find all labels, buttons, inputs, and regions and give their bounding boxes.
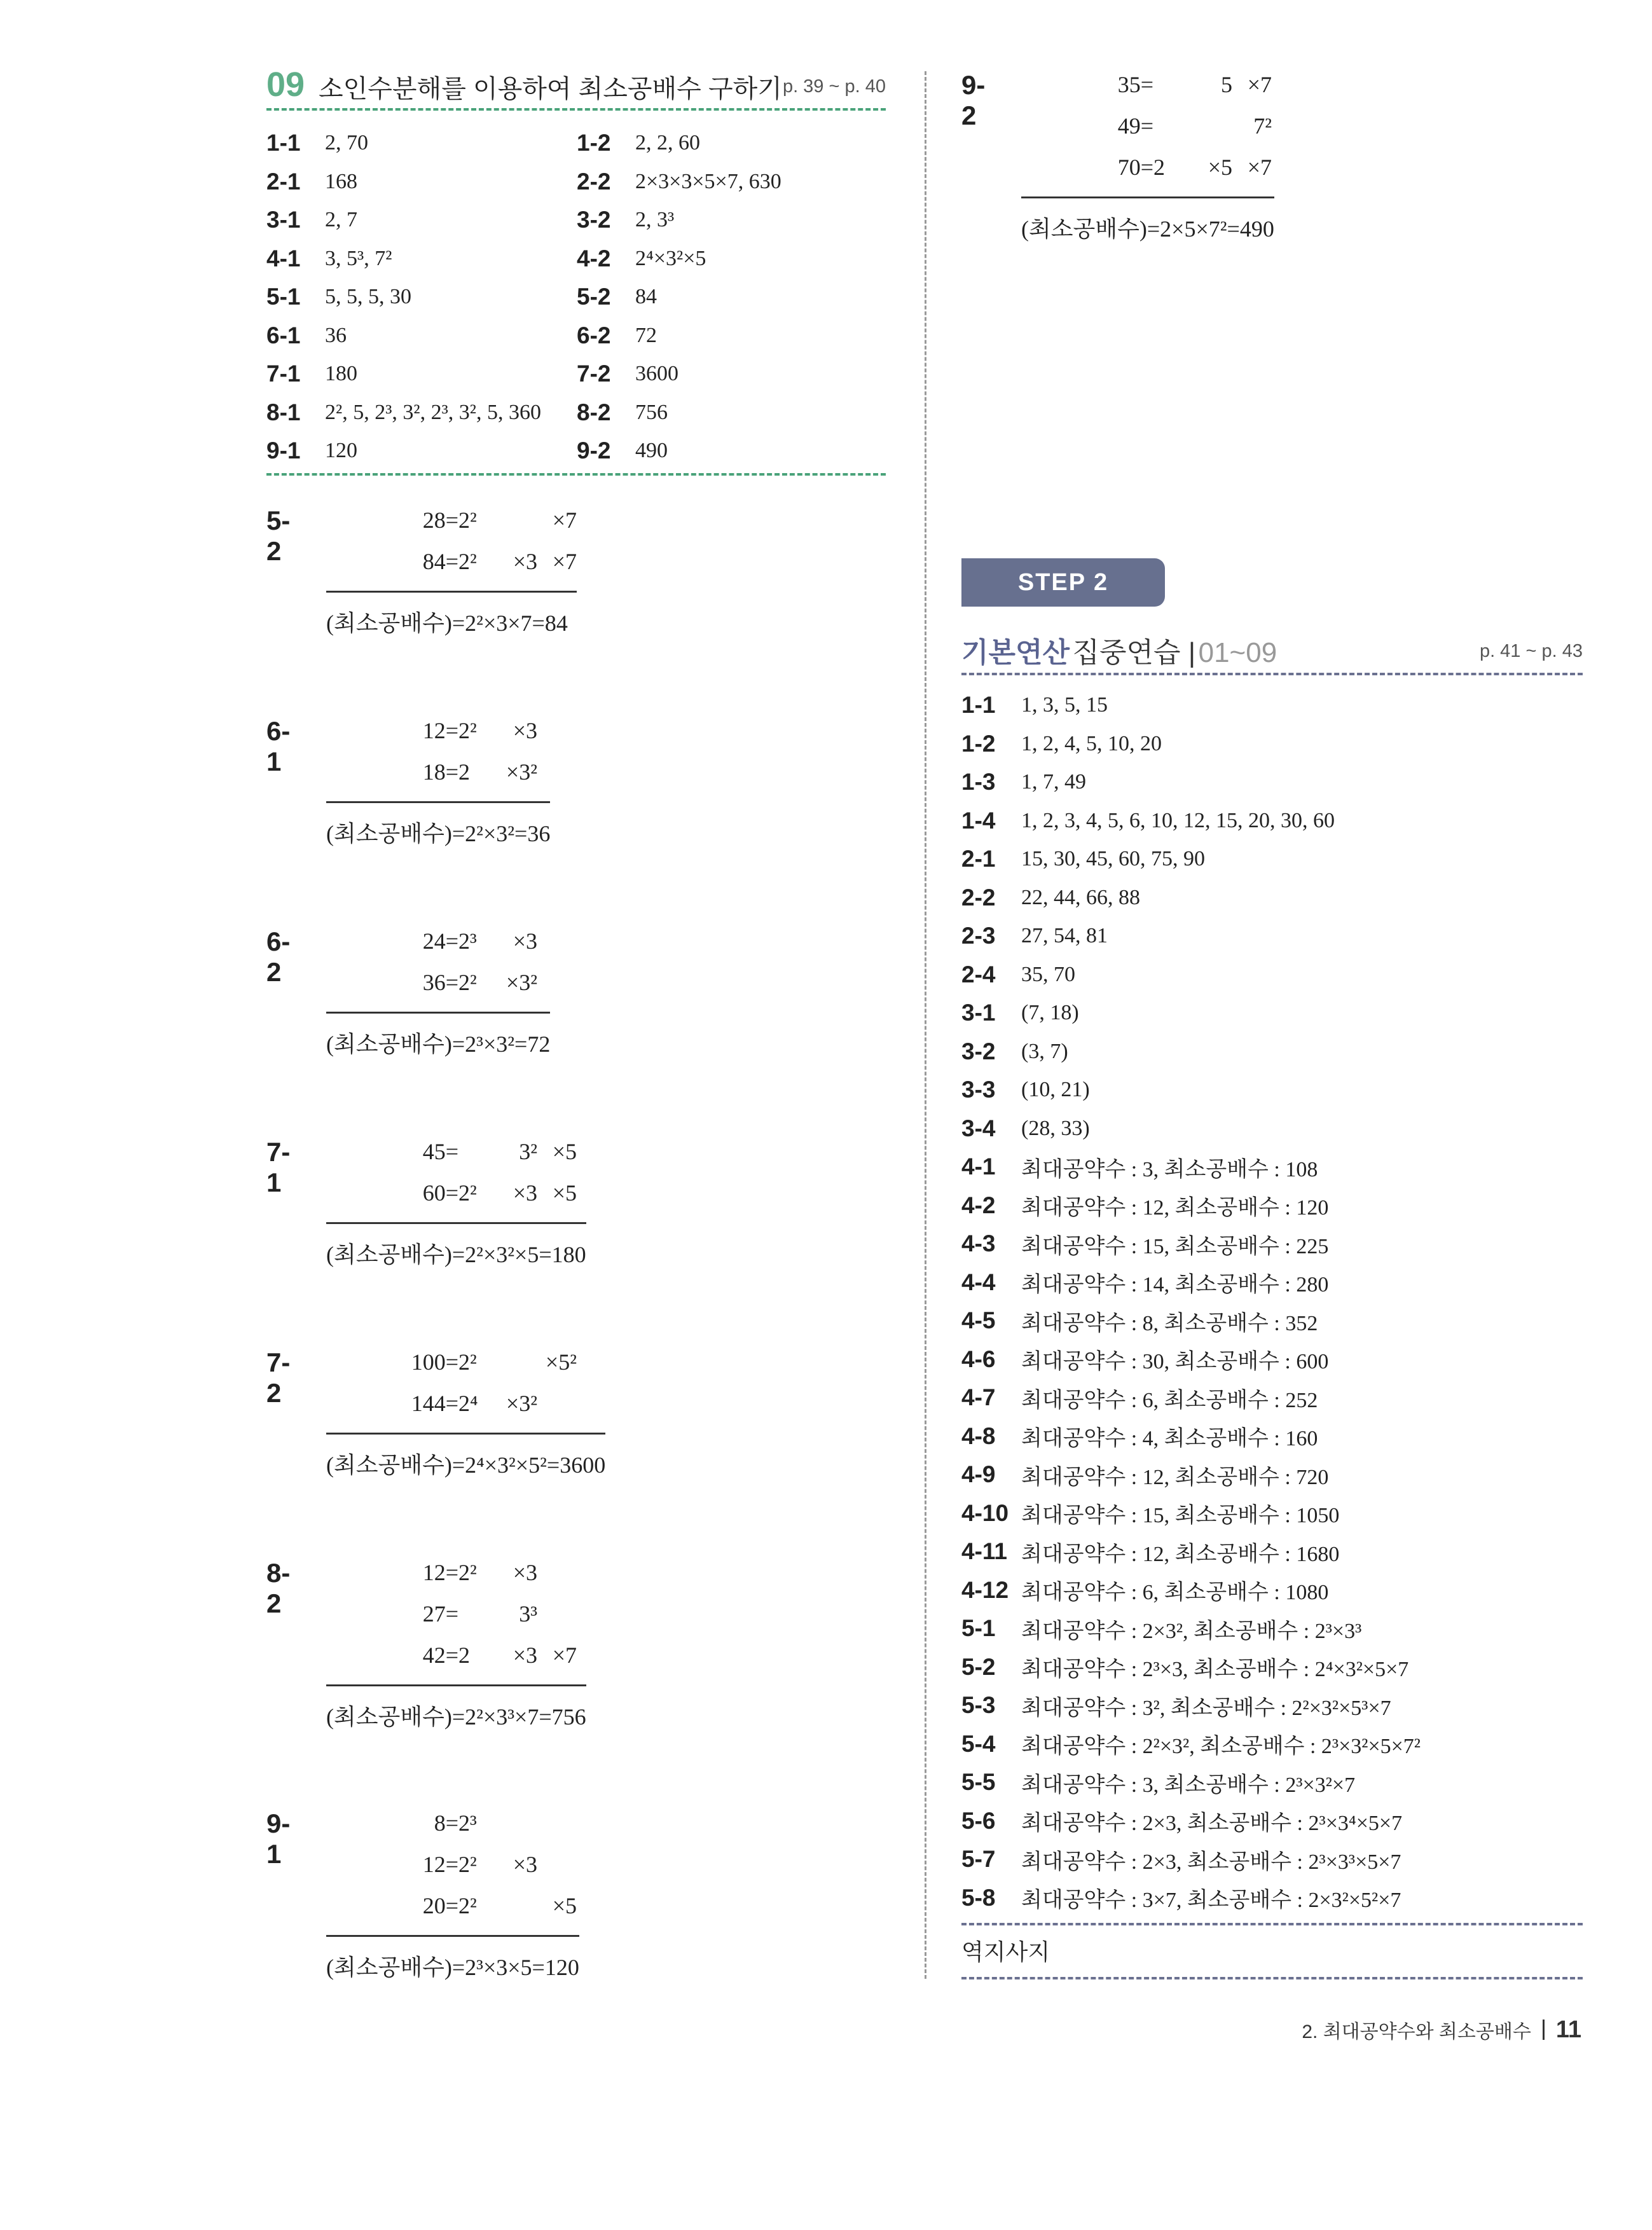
factor: 2 [458, 1642, 470, 1668]
factorization-line [1021, 64, 1274, 105]
equation-lhs: 144= [411, 1390, 458, 1416]
answer-item [577, 432, 887, 471]
factor: 2 [458, 759, 470, 785]
answer-item [266, 355, 577, 394]
answer-value: 84 [635, 285, 657, 309]
answer-label: 6-2 [577, 322, 611, 348]
problem-label: 6-2 [266, 926, 291, 987]
answer-label: 1-4 [961, 807, 996, 834]
step2-pages: p. 41 ~ p. 43 [1479, 641, 1583, 661]
problem-label: 8-2 [266, 1558, 291, 1618]
factor: ×3 [513, 548, 537, 574]
answer-label: 4-2 [577, 245, 611, 272]
answer-label: 4-6 [961, 1346, 996, 1372]
answer-label: 2-4 [961, 961, 996, 988]
factor: ×3 [513, 717, 537, 743]
factor: ×7 [552, 1642, 577, 1668]
answer-value: 22, 44, 66, 88 [1021, 885, 1140, 909]
answer-value: 36 [325, 323, 347, 347]
answer-value: 최대공약수 : 2×3², 최소공배수 : 2³×3³ [1021, 1619, 1362, 1643]
answer-value: 3600 [635, 362, 678, 386]
factor: 2² [458, 1559, 477, 1585]
step-badge: STEP 2 [961, 558, 1165, 607]
factorization-line [326, 1172, 586, 1213]
equation-lhs: 70= [1117, 154, 1153, 180]
answer-label: 2-1 [961, 846, 996, 872]
answer-value: 3, 5³, 7² [325, 246, 392, 270]
answer-item [266, 394, 577, 432]
equation-lhs: 8= [434, 1810, 458, 1836]
equation-lhs: 36= [422, 969, 458, 995]
answer-value: 최대공약수 : 6, 최소공배수 : 252 [1021, 1388, 1318, 1412]
lcm-result: (최소공배수)=2²×3²×5=180 [326, 1242, 586, 1267]
equation-lhs: 35= [1117, 71, 1153, 97]
answer-value: 1, 7, 49 [1021, 770, 1086, 794]
answer-value: 35, 70 [1021, 962, 1075, 986]
answer-label: 9-1 [266, 437, 301, 464]
divider [961, 1977, 1583, 1979]
answer-value: 27, 54, 81 [1021, 924, 1108, 948]
problem-body [326, 499, 577, 638]
answer-label: 3-4 [961, 1115, 996, 1141]
factor: ×5 [552, 1180, 577, 1206]
answer-value: 최대공약수 : 6, 최소공배수 : 1080 [1021, 1581, 1329, 1605]
problem-body [326, 1131, 586, 1269]
factor: ×3² [506, 969, 537, 995]
factor: 2² [458, 507, 477, 533]
answer-value: (3, 7) [1021, 1039, 1068, 1063]
answer-label: 2-2 [577, 168, 611, 195]
factorization-line [1021, 105, 1274, 146]
answer-item [961, 1879, 1583, 1918]
problem-body [326, 920, 550, 1059]
equation-lhs: 24= [422, 928, 458, 954]
factor: ×3 [513, 928, 537, 954]
answer-item [961, 1648, 1583, 1687]
factorization-line [326, 710, 550, 751]
factorization-line [326, 1634, 586, 1676]
answer-label: 8-2 [577, 399, 611, 425]
answer-item [961, 686, 1583, 725]
step2-answer-list [961, 686, 1583, 1917]
factor: ×3 [513, 1559, 537, 1585]
answer-label: 4-9 [961, 1461, 996, 1488]
problem-body [326, 1802, 579, 1982]
answer-item [961, 879, 1583, 918]
answer-label: 6-1 [266, 322, 301, 348]
lcm-result: (최소공배수)=2⁴×3²×5²=3600 [326, 1452, 606, 1478]
factor: 2² [458, 717, 477, 743]
answer-value: 최대공약수 : 3, 최소공배수 : 2³×3²×7 [1021, 1773, 1356, 1797]
answer-item [961, 1302, 1583, 1340]
answer-item [577, 278, 887, 317]
factor: ×3² [506, 1390, 537, 1416]
lcm-result: (최소공배수)=2²×3×7=84 [326, 610, 568, 636]
answer-item [961, 1187, 1583, 1225]
answer-label: 8-1 [266, 399, 301, 425]
answer-value: 2, 7 [325, 208, 357, 232]
answer-item [266, 240, 577, 279]
answer-item [961, 1686, 1583, 1725]
factorization-lines [326, 920, 550, 1014]
problem-label: 5-2 [266, 506, 291, 566]
answer-value: 5, 5, 5, 30 [325, 285, 411, 309]
equation-lhs: 12= [422, 1559, 458, 1585]
answer-label: 4-4 [961, 1269, 996, 1295]
factorization-lines [326, 1341, 605, 1435]
answer-label: 3-2 [961, 1038, 996, 1064]
title-main: 집중연습 | [1072, 637, 1196, 668]
answer-value: 최대공약수 : 12, 최소공배수 : 120 [1021, 1196, 1329, 1220]
answer-label: 4-10 [961, 1499, 1009, 1526]
answer-label: 7-1 [266, 361, 301, 387]
factorization-line [326, 540, 577, 582]
equation-lhs: 49= [1117, 113, 1153, 139]
answer-label: 4-2 [961, 1192, 996, 1218]
answer-label: 5-5 [961, 1769, 996, 1796]
answer-item [266, 163, 577, 202]
factorization-lines [326, 710, 550, 803]
answer-label: 2-3 [961, 923, 996, 949]
factor: 3³ [519, 1600, 537, 1627]
answer-label: 4-3 [961, 1230, 996, 1257]
factorization-lines [326, 1802, 579, 1937]
answer-item [577, 240, 887, 279]
answer-item [266, 278, 577, 317]
answer-value: 최대공약수 : 8, 최소공배수 : 352 [1021, 1311, 1318, 1335]
answer-label: 4-11 [961, 1538, 1008, 1565]
title-accent: 기본연산 [961, 637, 1070, 668]
answer-item [961, 802, 1583, 841]
factor: 2² [458, 969, 477, 995]
factorization-line [326, 1885, 579, 1926]
answer-value: (10, 21) [1021, 1078, 1090, 1102]
answer-label: 3-2 [577, 207, 611, 233]
answer-item [961, 1802, 1583, 1841]
answer-item [961, 725, 1583, 764]
answer-value: 최대공약수 : 2³×3, 최소공배수 : 2⁴×3²×5×7 [1021, 1658, 1409, 1682]
page-number: 11 [1555, 2016, 1581, 2043]
problem-label: 7-2 [266, 1347, 291, 1408]
page-footer [1302, 2016, 1581, 2044]
answer-value: 756 [635, 400, 668, 424]
answer-label: 4-1 [961, 1153, 996, 1180]
answer-item [266, 201, 577, 240]
answer-value: 15, 30, 45, 60, 75, 90 [1021, 847, 1205, 871]
answer-item [961, 1110, 1583, 1148]
chapter-title: 2. 최대공약수와 최소공배수 [1302, 2021, 1531, 2042]
equation-lhs: 60= [422, 1180, 458, 1206]
factor: ×3 [513, 1180, 537, 1206]
title-range: 01~09 [1198, 637, 1277, 668]
problem-label: 7-1 [266, 1137, 291, 1197]
factor: ×3² [506, 759, 537, 785]
answer-item [961, 1417, 1583, 1456]
factorization-lines [326, 1131, 586, 1224]
factorization-lines [1021, 64, 1274, 198]
equation-lhs: 84= [422, 548, 458, 574]
answer-value: 최대공약수 : 30, 최소공배수 : 600 [1021, 1350, 1329, 1374]
equation-lhs: 12= [422, 1851, 458, 1877]
answer-value: 72 [635, 323, 657, 347]
answer-label: 4-1 [266, 245, 301, 272]
answer-item [961, 1148, 1583, 1187]
factor: ×3 [513, 1642, 537, 1668]
problem-body [326, 710, 550, 848]
answer-label: 3-1 [961, 1000, 996, 1026]
answer-label: 9-2 [577, 437, 611, 464]
answer-value: (7, 18) [1021, 1001, 1079, 1025]
answer-value: 1, 2, 3, 4, 5, 6, 10, 12, 15, 20, 30, 60 [1021, 808, 1335, 832]
answer-value: 2×3×3×5×7, 630 [635, 169, 781, 193]
answer-label: 5-8 [961, 1884, 996, 1911]
answer-item [577, 394, 887, 432]
equation-lhs: 18= [422, 759, 458, 785]
factorization-line [326, 751, 550, 792]
answer-item [961, 1263, 1583, 1302]
answer-value: 최대공약수 : 2×3, 최소공배수 : 2³×3⁴×5×7 [1021, 1812, 1403, 1836]
factor: 2³ [458, 928, 477, 954]
answer-label: 5-6 [961, 1807, 996, 1834]
equation-lhs: 27= [422, 1600, 458, 1627]
factorization-line [326, 1593, 586, 1634]
answer-label: 1-2 [577, 130, 611, 156]
answer-value: 최대공약수 : 2×3, 최소공배수 : 2³×3³×5×7 [1021, 1850, 1401, 1874]
factorization-line [326, 1341, 605, 1382]
answer-label: 1-2 [961, 730, 996, 757]
answer-label: 5-2 [961, 1653, 996, 1680]
lcm-result: (최소공배수)=2²×3²=36 [326, 821, 551, 846]
answer-value: 최대공약수 : 3×7, 최소공배수 : 2×3²×5²×7 [1021, 1889, 1401, 1913]
section-header [266, 64, 886, 108]
factorization-line [326, 1552, 586, 1593]
answer-label: 4-8 [961, 1422, 996, 1449]
factor: ×7 [552, 507, 577, 533]
factorization-line [326, 920, 550, 961]
answer-value: 최대공약수 : 12, 최소공배수 : 1680 [1021, 1542, 1340, 1566]
answer-item [961, 1071, 1583, 1110]
factor: 2² [458, 548, 477, 574]
factorization-line [326, 1382, 605, 1424]
answer-value: 2², 5, 2³, 3², 2³, 3², 5, 360 [325, 400, 541, 424]
answer-item [961, 917, 1583, 956]
lcm-result: (최소공배수)=2×5×7²=490 [1021, 216, 1274, 242]
problem-label: 6-1 [266, 716, 291, 776]
factorization-line [326, 499, 577, 540]
answer-value: 168 [325, 169, 357, 193]
answer-value: 1, 3, 5, 15 [1021, 693, 1108, 717]
answer-item [577, 201, 887, 240]
answer-label: 4-5 [961, 1307, 996, 1334]
divider [266, 108, 886, 111]
factor: ×7 [1247, 71, 1272, 97]
answer-value: 2, 2, 60 [635, 131, 700, 155]
answer-item [961, 1379, 1583, 1417]
problem-body [326, 1341, 605, 1480]
answer-label: 5-7 [961, 1846, 996, 1873]
divider [961, 1923, 1583, 1925]
answer-item [961, 840, 1583, 879]
factor: 2² [458, 1349, 477, 1375]
answer-value: 최대공약수 : 4, 최소공배수 : 160 [1021, 1427, 1318, 1451]
factorization-lines [326, 499, 577, 593]
answer-label: 1-1 [266, 130, 301, 156]
answer-item [961, 1494, 1583, 1533]
factor: ×5 [552, 1892, 577, 1918]
factorization-line [326, 1843, 579, 1885]
divider [266, 473, 886, 476]
answer-value: 최대공약수 : 14, 최소공배수 : 280 [1021, 1273, 1329, 1297]
problem-body [326, 1552, 586, 1731]
factor: ×3 [513, 1851, 537, 1877]
section-pages: p. 39 ~ p. 40 [782, 76, 886, 97]
equation-lhs: 100= [411, 1349, 458, 1375]
answer-item [961, 1225, 1583, 1263]
factorization-line [326, 1802, 579, 1843]
column-divider [925, 71, 926, 1979]
section-number: 09 [266, 65, 305, 104]
answer-label: 7-2 [577, 361, 611, 387]
factor: 5 [1221, 71, 1232, 97]
factorization-line [1021, 146, 1274, 188]
answer-label: 5-3 [961, 1692, 996, 1719]
answer-item [577, 355, 887, 394]
factor: ×5 [1208, 154, 1232, 180]
answer-value: 2, 3³ [635, 208, 675, 232]
lcm-result: (최소공배수)=2²×3³×7=756 [326, 1704, 586, 1730]
answer-value: 최대공약수 : 15, 최소공배수 : 225 [1021, 1234, 1329, 1258]
answer-item [961, 1340, 1583, 1379]
answer-label: 1-3 [961, 769, 996, 795]
answer-label: 2-2 [961, 884, 996, 911]
answer-label: 1-1 [961, 692, 996, 719]
factor: ×5 [552, 1138, 577, 1164]
factor: 2² [458, 1892, 477, 1918]
answer-value: 최대공약수 : 2²×3², 최소공배수 : 2³×3²×5×7² [1021, 1735, 1421, 1759]
answer-value: 최대공약수 : 15, 최소공배수 : 1050 [1021, 1504, 1340, 1528]
answer-item [266, 317, 577, 355]
answer-item [961, 763, 1583, 802]
answer-label: 2-1 [266, 168, 301, 195]
factor: 2² [458, 1851, 477, 1877]
problem-label: 9-2 [961, 70, 986, 130]
answer-value: 2⁴×3²×5 [635, 246, 706, 270]
answer-item [961, 994, 1583, 1033]
answer-item [961, 1763, 1583, 1802]
factor: 3² [519, 1138, 537, 1164]
factor: 2³ [458, 1810, 477, 1836]
section-title: 소인수분해를 이용하여 최소공배수 구하기 [319, 75, 782, 103]
answer-label: 5-4 [961, 1730, 996, 1757]
answer-label: 5-1 [266, 284, 301, 310]
answer-grid [266, 124, 890, 471]
answer-item [961, 1456, 1583, 1494]
factor: ×7 [1247, 154, 1272, 180]
factor: ×7 [552, 548, 577, 574]
answer-item [961, 1840, 1583, 1879]
answer-item [266, 432, 577, 471]
answer-value: 최대공약수 : 12, 최소공배수 : 720 [1021, 1465, 1329, 1489]
lcm-result: (최소공배수)=2³×3×5=120 [326, 1955, 579, 1980]
equation-lhs: 20= [422, 1892, 458, 1918]
answer-item [961, 956, 1583, 995]
equation-lhs: 42= [422, 1642, 458, 1668]
factor: 2² [458, 1180, 477, 1206]
answer-value: (28, 33) [1021, 1116, 1090, 1140]
answer-item [266, 124, 577, 163]
factorization-lines [326, 1552, 586, 1686]
factorization-line [326, 1131, 586, 1172]
answer-value: 최대공약수 : 3², 최소공배수 : 2²×3²×5³×7 [1021, 1696, 1391, 1720]
factorization-line [326, 961, 550, 1003]
answer-value: 최대공약수 : 3, 최소공배수 : 108 [1021, 1157, 1318, 1181]
answer-item [577, 317, 887, 355]
answer-item [961, 1571, 1583, 1610]
answer-item [577, 124, 887, 163]
equation-lhs: 28= [422, 507, 458, 533]
answer-label: 5-1 [961, 1615, 996, 1642]
problem-label: 9-1 [266, 1808, 291, 1869]
footer-separator [1543, 2020, 1545, 2040]
answer-value: 2, 70 [325, 131, 368, 155]
answer-value: 490 [635, 439, 668, 463]
divider [961, 673, 1583, 675]
answer-label: 4-7 [961, 1384, 996, 1411]
answer-value: 180 [325, 362, 357, 386]
answer-item [961, 1609, 1583, 1648]
answer-value: 1, 2, 4, 5, 10, 20 [1021, 731, 1162, 755]
problem-body [1021, 64, 1274, 244]
answer-item [961, 1725, 1583, 1764]
note: 역지사지 [961, 1939, 1050, 1965]
factor: 7² [1253, 113, 1272, 139]
equation-lhs: 45= [422, 1138, 458, 1164]
answer-label: 5-2 [577, 284, 611, 310]
answer-label: 3-1 [266, 207, 301, 233]
answer-item [961, 1532, 1583, 1571]
answer-item [961, 1033, 1583, 1071]
factor: 2⁴ [458, 1390, 478, 1416]
factor: 2 [1153, 154, 1165, 180]
step2-title [961, 630, 1583, 668]
factor: ×5² [545, 1349, 577, 1375]
answer-label: 4-12 [961, 1576, 1009, 1603]
answer-item [577, 163, 887, 202]
lcm-result: (최소공배수)=2³×3²=72 [326, 1031, 551, 1057]
answer-label: 3-3 [961, 1077, 996, 1103]
answer-value: 120 [325, 439, 357, 463]
equation-lhs: 12= [422, 717, 458, 743]
